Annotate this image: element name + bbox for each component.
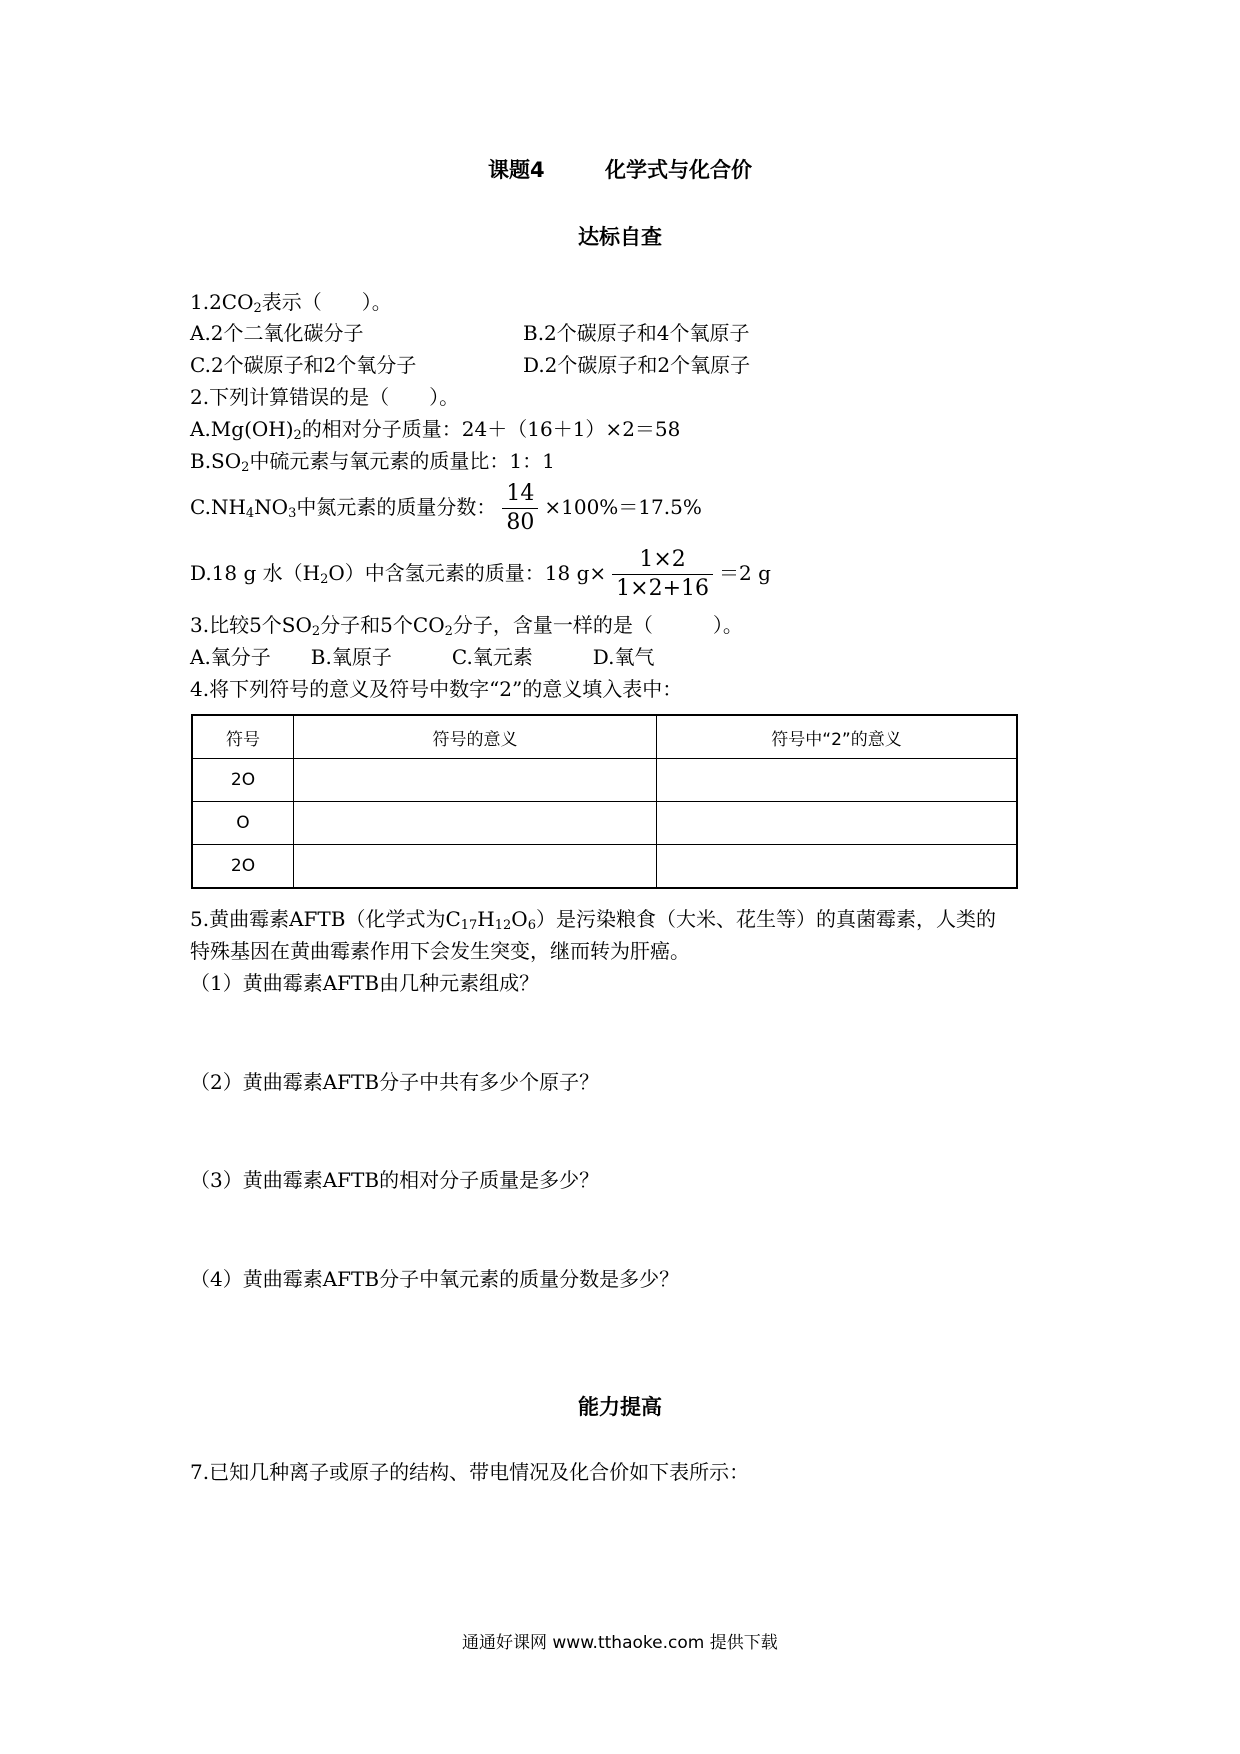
table-row — [192, 802, 1017, 845]
table-cell-blank[interactable] — [657, 802, 1018, 845]
question-3-options: A.氧分子 B.氧原子 C.氧元素 D.氧气 — [190, 645, 655, 669]
table-cell-blank[interactable] — [294, 802, 657, 845]
lesson-number: 课题4 — [488, 158, 545, 182]
table-header: 符号的意义 — [294, 715, 657, 759]
question-1-option-c: C.2个碳原子和2个氧分子 — [190, 353, 417, 377]
question-2-option-a: $A.Mg(OH)_2$的相对分子质量：24＋（16＋1）×2＝58 — [190, 417, 681, 443]
table-row — [192, 759, 1017, 802]
table-cell-blank[interactable] — [294, 759, 657, 802]
question-2-option-d: D.18 g 水$(H_2O)$中含氢元素的质量：18 g× $\frac{1\times 2}{1\times 2+16}$ ＝2 g — [190, 547, 771, 601]
table-cell-symbol: 2O — [192, 845, 294, 889]
table-cell-symbol: 2O — [192, 759, 294, 802]
table-cell-blank[interactable] — [657, 759, 1018, 802]
question-3-stem: 3.比较5个$SO_2$分子和5个$CO_2$分子，含量一样的是（ ）。 — [190, 613, 743, 639]
question-1-stem: $1.2CO_2$表示（ ）。 — [190, 290, 392, 316]
table-cell-symbol: O — [192, 802, 294, 845]
question-1-option-d: D.2个碳原子和2个氧原子 — [523, 353, 751, 377]
question-2-option-b: $B.SO_2$中硫元素与氧元素的质量比：1：1 — [190, 449, 555, 475]
question-5-sub-4: （4）黄曲霉素AFTB分子中氧元素的质量分数是多少？ — [190, 1267, 680, 1291]
question-5-sub-2: （2）黄曲霉素AFTB分子中共有多少个原子？ — [190, 1070, 600, 1094]
table-row — [192, 845, 1017, 889]
section-heading-self-check: 达标自查 — [578, 225, 662, 249]
fraction-hydrogen-mass: $\frac{1\times 2}{1\times 2+16}$ — [612, 546, 713, 603]
question-1-option-b: B.2个碳原子和4个氧原子 — [523, 321, 750, 345]
table-header: 符号 — [192, 715, 294, 759]
fraction-14-over-80: $\frac{14}{80}$ — [502, 480, 538, 537]
question-2-stem: 2.下列计算错误的是（ ）。 — [190, 385, 460, 409]
question-2-option-c: $C.NH_4NO_3$中氮元素的质量分数： $\frac{14}{80}$ ×100%＝17.5% — [190, 481, 702, 535]
table-header: 符号中“2”的意义 — [657, 715, 1018, 759]
question-5-sub-1: （1）黄曲霉素AFTB由几种元素组成？ — [190, 971, 540, 995]
question-5-sub-3: （3）黄曲霉素AFTB的相对分子质量是多少？ — [190, 1168, 600, 1192]
table-cell-blank[interactable] — [657, 845, 1018, 889]
question-4-stem: 4.将下列符号的意义及符号中数字“2”的意义填入表中： — [190, 677, 683, 701]
question-7-stem: 7.已知几种离子或原子的结构、带电情况及化合价如下表所示： — [190, 1460, 750, 1484]
table-cell-blank[interactable] — [294, 845, 657, 889]
page-footer: 通通好课网 www.tthaoke.com 提供下载 — [462, 1633, 778, 1653]
symbol-meaning-table — [191, 714, 1018, 889]
section-heading-ability: 能力提高 — [578, 1395, 662, 1419]
question-1-option-a: A.2个二氧化碳分子 — [190, 321, 364, 345]
question-5-line-1: 5.黄曲霉素AFTB（化学式为$C_{17}H_{12}O_6$）是污染粮食（大米、花生等）的真菌霉素，人类的 — [190, 907, 996, 933]
table-header-row — [192, 715, 1017, 759]
lesson-title: 化学式与化合价 — [605, 158, 752, 182]
question-5-line-2: 特殊基因在黄曲霉素作用下会发生突变，继而转为肝癌。 — [190, 939, 690, 963]
